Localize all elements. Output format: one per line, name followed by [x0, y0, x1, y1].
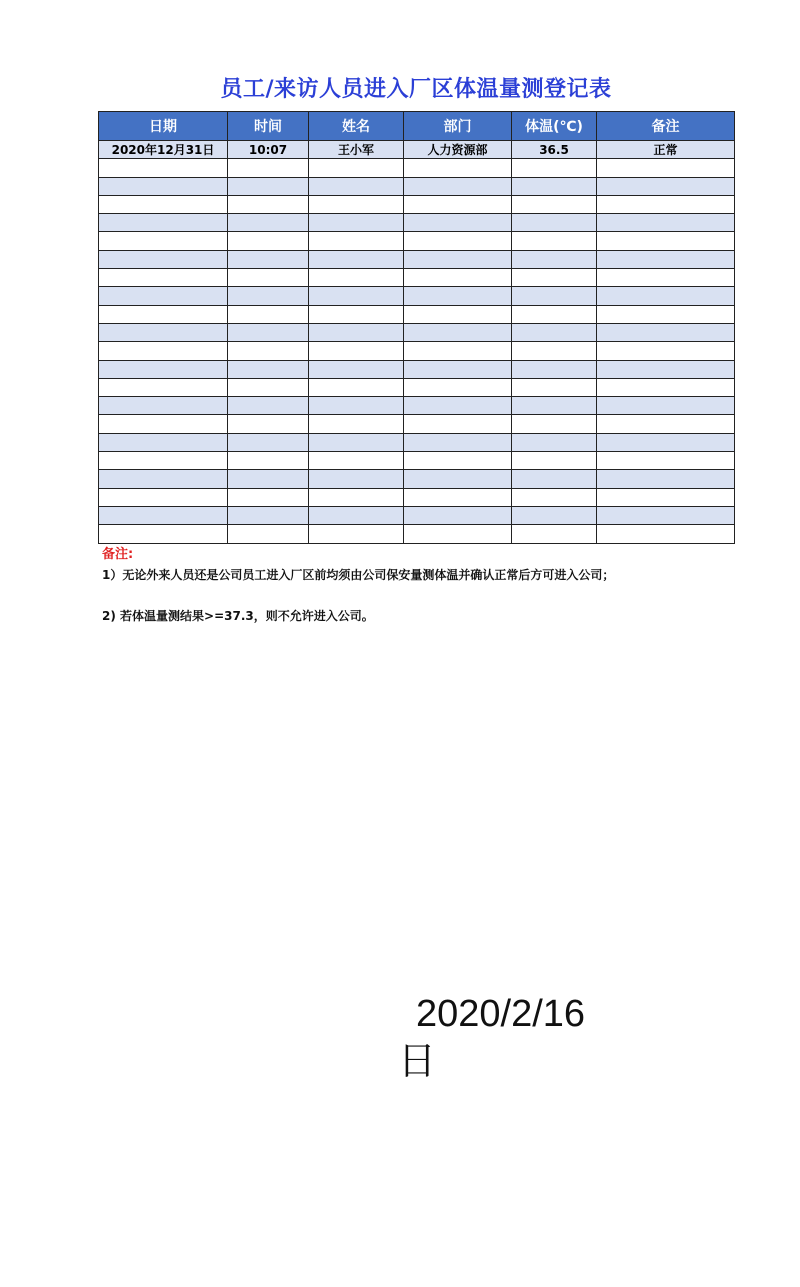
- cell-time[interactable]: [228, 305, 309, 323]
- cell-date[interactable]: [99, 452, 228, 470]
- table-row: [99, 433, 735, 451]
- cell-date[interactable]: [99, 323, 228, 341]
- cell-name[interactable]: [309, 250, 404, 268]
- cell-name[interactable]: [309, 397, 404, 415]
- cell-department[interactable]: [404, 232, 512, 250]
- cell-temperature[interactable]: [512, 360, 597, 378]
- date-stamp-suffix: 日: [398, 1041, 437, 1083]
- table-row: [99, 141, 735, 159]
- cell-time[interactable]: [228, 250, 309, 268]
- cell-department[interactable]: [404, 452, 512, 470]
- cell-name[interactable]: [309, 433, 404, 451]
- cell-name[interactable]: [309, 287, 404, 305]
- table-header-row: [99, 112, 735, 141]
- cell-temperature[interactable]: [512, 323, 597, 341]
- cell-temperature[interactable]: [512, 177, 597, 195]
- cell-remarks[interactable]: [597, 506, 735, 524]
- cell-temperature[interactable]: [512, 305, 597, 323]
- cell-temperature[interactable]: 36.5: [512, 141, 597, 159]
- cell-department[interactable]: [404, 287, 512, 305]
- table-body: [99, 141, 735, 544]
- cell-date[interactable]: [99, 470, 228, 488]
- cell-date[interactable]: [99, 415, 228, 433]
- table-row: [99, 177, 735, 195]
- column-header-name: 姓名: [309, 112, 404, 141]
- cell-time[interactable]: [228, 360, 309, 378]
- cell-remarks[interactable]: [597, 323, 735, 341]
- note-line-1: 1）无论外来人员还是公司员工进入厂区前均须由公司保安量测体温并确认正常后方可进入公司；: [102, 568, 615, 582]
- table-row: [99, 159, 735, 177]
- cell-temperature[interactable]: [512, 506, 597, 524]
- cell-department[interactable]: [404, 195, 512, 213]
- cell-department[interactable]: 人力资源部: [404, 141, 512, 159]
- cell-date[interactable]: [99, 525, 228, 543]
- cell-name[interactable]: [309, 525, 404, 543]
- notes-label: 备注:: [102, 547, 134, 562]
- cell-temperature[interactable]: [512, 232, 597, 250]
- cell-department[interactable]: [404, 378, 512, 396]
- cell-name[interactable]: [309, 305, 404, 323]
- cell-name[interactable]: [309, 232, 404, 250]
- table-row: [99, 323, 735, 341]
- column-header-date: 日期: [99, 112, 228, 141]
- cell-temperature[interactable]: [512, 470, 597, 488]
- cell-time[interactable]: [228, 342, 309, 360]
- table-row: [99, 232, 735, 250]
- cell-department[interactable]: [404, 397, 512, 415]
- cell-temperature[interactable]: [512, 250, 597, 268]
- cell-remarks[interactable]: [597, 452, 735, 470]
- cell-department[interactable]: [404, 269, 512, 287]
- cell-time[interactable]: [228, 323, 309, 341]
- cell-department[interactable]: [404, 177, 512, 195]
- cell-department[interactable]: [404, 506, 512, 524]
- cell-temperature[interactable]: [512, 287, 597, 305]
- cell-temperature[interactable]: [512, 214, 597, 232]
- table-row: [99, 287, 735, 305]
- cell-remarks[interactable]: [597, 250, 735, 268]
- cell-time[interactable]: [228, 525, 309, 543]
- cell-name[interactable]: 王小军: [309, 141, 404, 159]
- cell-remarks[interactable]: [597, 232, 735, 250]
- cell-time[interactable]: [228, 506, 309, 524]
- cell-name[interactable]: [309, 452, 404, 470]
- cell-temperature[interactable]: [512, 378, 597, 396]
- cell-name[interactable]: [309, 470, 404, 488]
- cell-temperature[interactable]: [512, 433, 597, 451]
- cell-department[interactable]: [404, 323, 512, 341]
- table-row: [99, 397, 735, 415]
- cell-remarks[interactable]: [597, 159, 735, 177]
- cell-date[interactable]: [99, 360, 228, 378]
- page-title: 员工/来访人员进入厂区体温量测登记表: [220, 77, 612, 102]
- cell-date[interactable]: [99, 177, 228, 195]
- column-header-time: 时间: [228, 112, 309, 141]
- cell-date[interactable]: [99, 214, 228, 232]
- cell-date[interactable]: [99, 287, 228, 305]
- cell-date[interactable]: [99, 232, 228, 250]
- cell-remarks[interactable]: [597, 305, 735, 323]
- cell-date[interactable]: [99, 433, 228, 451]
- cell-time[interactable]: [228, 269, 309, 287]
- cell-date[interactable]: [99, 342, 228, 360]
- cell-date[interactable]: [99, 488, 228, 506]
- cell-department[interactable]: [404, 159, 512, 177]
- cell-time[interactable]: [228, 287, 309, 305]
- cell-name[interactable]: [309, 342, 404, 360]
- cell-time[interactable]: [228, 470, 309, 488]
- cell-remarks[interactable]: [597, 378, 735, 396]
- cell-department[interactable]: [404, 342, 512, 360]
- cell-date[interactable]: [99, 305, 228, 323]
- cell-time[interactable]: [228, 214, 309, 232]
- cell-name[interactable]: [309, 159, 404, 177]
- date-stamp: [398, 990, 618, 1086]
- table-row: [99, 488, 735, 506]
- cell-remarks[interactable]: [597, 287, 735, 305]
- cell-department[interactable]: [404, 305, 512, 323]
- cell-time[interactable]: 10:07: [228, 141, 309, 159]
- cell-temperature[interactable]: [512, 397, 597, 415]
- cell-time[interactable]: [228, 397, 309, 415]
- cell-remarks[interactable]: [597, 177, 735, 195]
- cell-temperature[interactable]: [512, 488, 597, 506]
- cell-department[interactable]: [404, 433, 512, 451]
- cell-temperature[interactable]: [512, 415, 597, 433]
- cell-name[interactable]: [309, 360, 404, 378]
- cell-date[interactable]: [99, 159, 228, 177]
- cell-department[interactable]: [404, 525, 512, 543]
- cell-time[interactable]: [228, 159, 309, 177]
- cell-temperature[interactable]: [512, 159, 597, 177]
- cell-remarks[interactable]: [597, 214, 735, 232]
- temperature-register-table: [98, 111, 735, 544]
- table-row: [99, 470, 735, 488]
- cell-time[interactable]: [228, 378, 309, 396]
- cell-remarks[interactable]: [597, 433, 735, 451]
- column-header-department: 部门: [404, 112, 512, 141]
- cell-time[interactable]: [228, 488, 309, 506]
- cell-name[interactable]: [309, 195, 404, 213]
- cell-department[interactable]: [404, 214, 512, 232]
- note-line-2: 2) 若体温量测结果>=37.3，则不允许进入公司。: [102, 609, 374, 623]
- cell-temperature[interactable]: [512, 195, 597, 213]
- table-row: [99, 214, 735, 232]
- table-row: [99, 415, 735, 433]
- cell-time[interactable]: [228, 415, 309, 433]
- cell-time[interactable]: [228, 433, 309, 451]
- table-row: [99, 525, 735, 543]
- cell-name[interactable]: [309, 415, 404, 433]
- cell-time[interactable]: [228, 177, 309, 195]
- cell-temperature[interactable]: [512, 525, 597, 543]
- cell-department[interactable]: [404, 415, 512, 433]
- cell-remarks[interactable]: [597, 342, 735, 360]
- table-row: [99, 250, 735, 268]
- table-row: [99, 452, 735, 470]
- table-row: [99, 378, 735, 396]
- cell-remarks[interactable]: [597, 397, 735, 415]
- cell-department[interactable]: [404, 488, 512, 506]
- cell-date[interactable]: [99, 378, 228, 396]
- cell-date[interactable]: 2020年12月31日: [99, 141, 228, 159]
- cell-time[interactable]: [228, 232, 309, 250]
- table-row: [99, 342, 735, 360]
- cell-name[interactable]: [309, 506, 404, 524]
- cell-date[interactable]: [99, 195, 228, 213]
- cell-remarks[interactable]: [597, 470, 735, 488]
- cell-name[interactable]: [309, 214, 404, 232]
- cell-department[interactable]: [404, 360, 512, 378]
- table-row: [99, 360, 735, 378]
- cell-date[interactable]: [99, 506, 228, 524]
- cell-name[interactable]: [309, 177, 404, 195]
- cell-remarks[interactable]: [597, 525, 735, 543]
- column-header-remarks: 备注: [597, 112, 735, 141]
- date-stamp-date: 2020/2/16: [416, 993, 586, 1035]
- cell-name[interactable]: [309, 269, 404, 287]
- cell-temperature[interactable]: [512, 342, 597, 360]
- cell-department[interactable]: [404, 470, 512, 488]
- table-row: [99, 269, 735, 287]
- cell-temperature[interactable]: [512, 269, 597, 287]
- cell-name[interactable]: [309, 378, 404, 396]
- table-row: [99, 506, 735, 524]
- cell-time[interactable]: [228, 195, 309, 213]
- cell-remarks[interactable]: [597, 488, 735, 506]
- cell-remarks[interactable]: [597, 269, 735, 287]
- cell-date[interactable]: [99, 397, 228, 415]
- cell-remarks[interactable]: [597, 360, 735, 378]
- cell-remarks[interactable]: [597, 195, 735, 213]
- cell-name[interactable]: [309, 488, 404, 506]
- table-row: [99, 305, 735, 323]
- cell-temperature[interactable]: [512, 452, 597, 470]
- table-row: [99, 195, 735, 213]
- cell-remarks[interactable]: [597, 415, 735, 433]
- cell-date[interactable]: [99, 269, 228, 287]
- column-header-temperature: 体温(℃): [512, 112, 597, 141]
- cell-remarks[interactable]: 正常: [597, 141, 735, 159]
- cell-date[interactable]: [99, 250, 228, 268]
- cell-department[interactable]: [404, 250, 512, 268]
- cell-time[interactable]: [228, 452, 309, 470]
- cell-name[interactable]: [309, 323, 404, 341]
